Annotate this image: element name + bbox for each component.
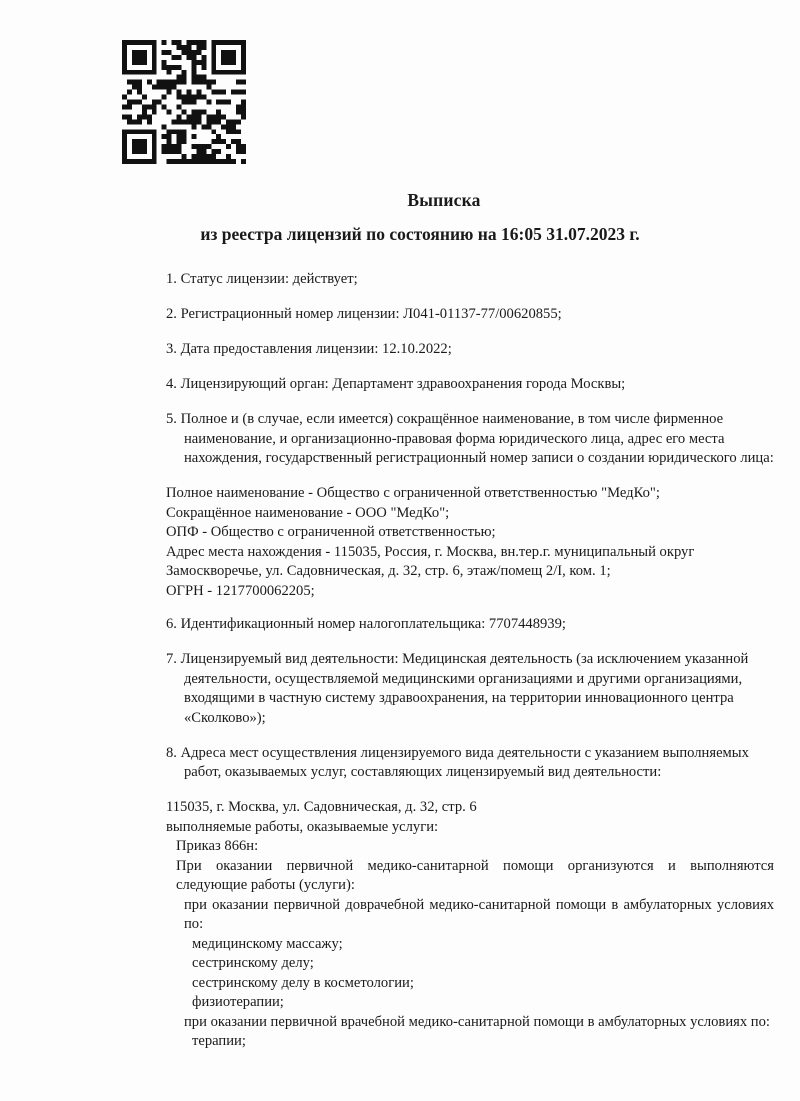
org-address-line-1: Адрес места нахождения - 115035, Россия, г. Москва, вн.тер.г. муниципальный округ — [166, 543, 695, 560]
doctor-care: при оказании первичной врачебной медико-санитарной помощи в амбулаторных условиях по: — [184, 1013, 770, 1030]
qr-code — [122, 40, 246, 164]
pre-doctor-care: при оказании первичной доврачебной медико-санитарной помощи в амбулаторных условиях по: — [184, 896, 774, 932]
service-address: 115035, г. Москва, ул. Садовническая, д. 32, стр. 6 — [166, 799, 477, 815]
org-details — [166, 484, 774, 601]
service-item: сестринскому делу в косметологии; — [192, 974, 414, 991]
item-addresses-heading: 8. Адреса мест осуществления лицензируемого вида деятельности с указанием выполняемых работ, оказываемых услуг, составляющих лицензируемый вид деятельности: — [166, 744, 749, 780]
order-reference: Приказ 866н: — [176, 838, 259, 854]
services-intro: При оказании первичной медико-санитарной помощи организуются и выполняются следующие работы (услуги): — [176, 857, 774, 893]
item-status: 1. Статус лицензии: действует; — [166, 271, 358, 287]
org-ogrn: ОГРН - 1217700062205; — [166, 582, 315, 599]
item-issue-date: 3. Дата предоставления лицензии: 12.10.2022; — [166, 341, 452, 357]
item-authority: 4. Лицензирующий орган: Департамент здравоохранения города Москвы; — [166, 376, 626, 392]
org-opf: ОПФ - Общество с ограниченной ответственностью; — [166, 524, 496, 540]
service-item: медицинскому массажу; — [192, 935, 343, 952]
services-block — [166, 798, 774, 1052]
document-title: Выписка — [407, 190, 481, 210]
service-item: физиотерапии; — [192, 994, 284, 1010]
service-item: сестринскому делу; — [192, 955, 314, 971]
document-subtitle: из реестра лицензий по состоянию на 16:05 31.07.2023 г. — [200, 224, 640, 244]
document-body — [166, 270, 774, 1052]
org-full-name: Полное наименование - Общество с ограниченной ответственностью "МедКо"; — [166, 485, 660, 501]
item-reg-number: 2. Регистрационный номер лицензии: Л041-01137-77/00620855; — [166, 306, 562, 322]
item-activity: 7. Лицензируемый вид деятельности: Медицинская деятельность (за исключением указанной деятельности, осуществляемой медицинскими организациями и другими организациями, входящими в частную систему здравоохранения, на территории инновационного центра «Сколково»); — [166, 651, 749, 726]
services-heading: выполняемые работы, оказываемые услуги: — [166, 818, 439, 835]
org-short-name: Сокращённое наименование - ООО "МедКо"; — [166, 504, 450, 521]
item-inn: 6. Идентификационный номер налогоплательщика: 7707448939; — [166, 616, 566, 632]
item-name-heading: 5. Полное и (в случае, если имеется) сокращённое наименование, в том числе фирменное наименование, и организационно-правовая форма юридического лица, адрес его места нахождения, государственный регистрационный номер записи о создании юридического лица: — [166, 411, 774, 466]
service-item: терапии; — [192, 1033, 246, 1049]
org-address-line-2: Замоскворечье, ул. Садовническая, д. 32, стр. 6, этаж/помещ 2/I, ком. 1; — [166, 563, 611, 579]
